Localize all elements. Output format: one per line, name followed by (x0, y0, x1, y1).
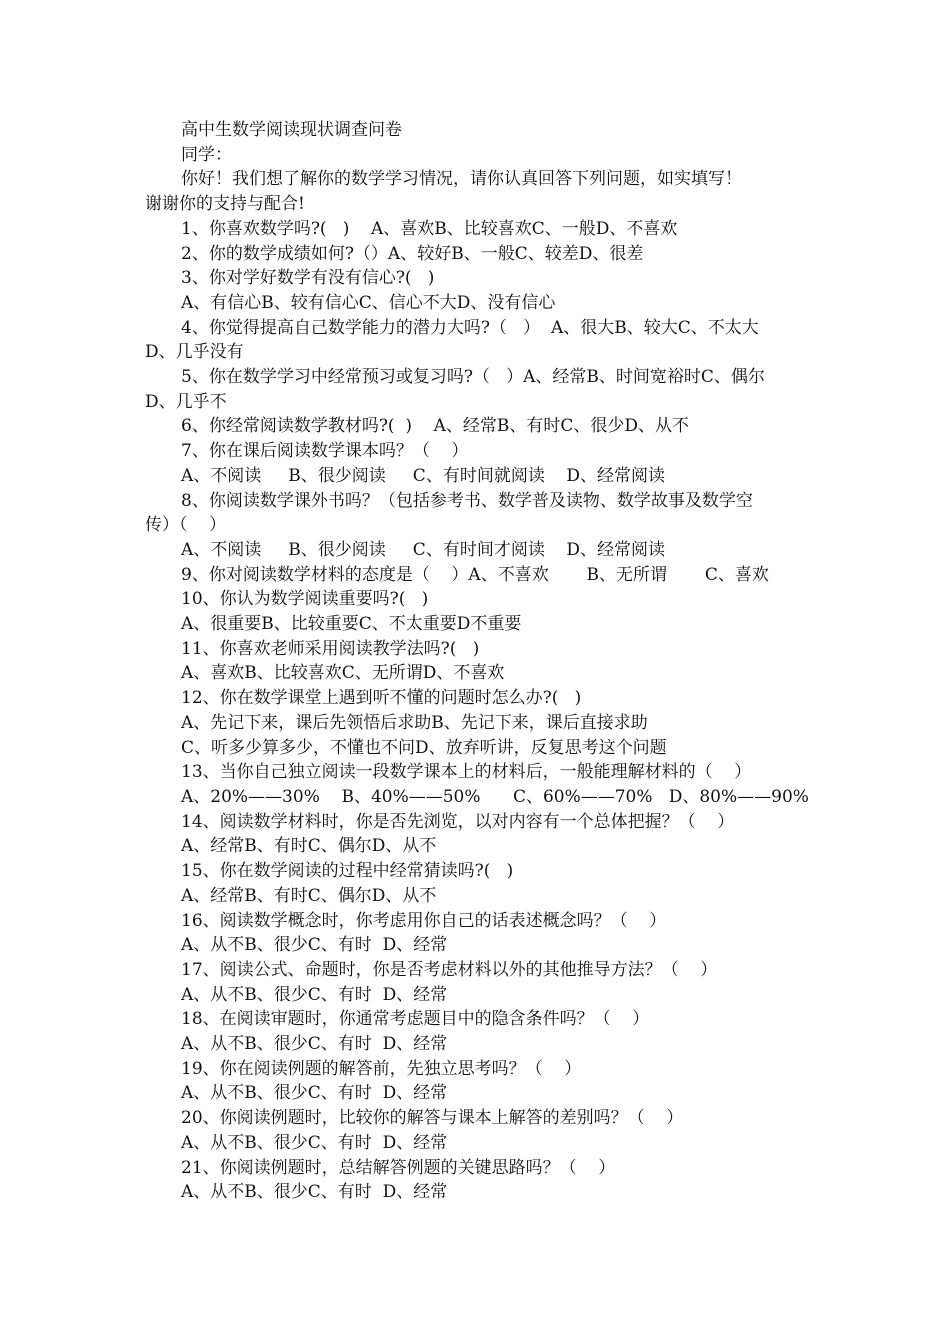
question-line: A、先记下来，课后先领悟后求助B、先记下来，课后直接求助 (181, 712, 648, 733)
intro-line: 谢谢你的支持与配合! (145, 194, 305, 215)
question-line: A、很重要B、比较重要C、不太重要D不重要 (181, 614, 522, 635)
question-line: 11、你喜欢老师采用阅读教学法吗?( ) (181, 638, 480, 659)
question-line: 6、你经常阅读数学教材吗?( ) A、经常B、有时C、很少D、从不 (181, 416, 690, 437)
question-line: A、从不B、很少C、有时 D、经常 (181, 1182, 448, 1203)
question-line: 16、阅读数学概念时，你考虑用你自己的话表述概念吗？（ ） (181, 910, 667, 931)
question-line: 3、你对学好数学有没有信心?( ) (181, 268, 435, 289)
question-line: A、经常B、有时C、偶尔D、从不 (181, 836, 437, 857)
question-line: A、从不B、很少C、有时 D、经常 (181, 1132, 448, 1153)
document-title: 高中生数学阅读现状调查问卷 (181, 120, 402, 140)
question-line: 21、你阅读例题时，总结解答例题的关键思路吗？（ ） (181, 1157, 616, 1178)
question-line: 19、你在阅读例题的解答前，先独立思考吗？（ ） (181, 1058, 582, 1079)
question-line: A、不阅读 B、很少阅读 C、有时间才阅读 D、经常阅读 (181, 539, 666, 560)
greeting: 同学： (181, 144, 232, 165)
question-line: 1、你喜欢数学吗?( ) A、喜欢B、比较喜欢C、一般D、不喜欢 (181, 218, 678, 239)
question-line: A、20%——30% B、40%——50% C、60%——70% D、80%——90% (181, 786, 809, 807)
question-line: 20、你阅读例题时，比较你的解答与课本上解答的差别吗？（ ） (181, 1108, 684, 1129)
question-line: 7、你在课后阅读数学课本吗？（ ） (181, 441, 469, 462)
question-line: 5、你在数学学习中经常预习或复习吗?（ ）A、经常B、时间宽裕时C、偶尔 (181, 367, 765, 388)
question-line: A、有信心B、较有信心C、信心不大D、没有信心 (181, 292, 556, 313)
question-line: 8、你阅读数学课外书吗？（包括参考书、数学普及读物、数学故事及数学空 (181, 490, 753, 511)
question-line: D、几乎没有 (145, 342, 244, 363)
question-line: 17、阅读公式、命题时，你是否考虑材料以外的其他推导方法？（ ） (181, 959, 718, 980)
question-line: 10、你认为数学阅读重要吗?( ) (181, 589, 429, 610)
question-line: A、从不B、很少C、有时 D、经常 (181, 1083, 448, 1104)
question-line: A、从不B、很少C、有时 D、经常 (181, 935, 448, 956)
question-line: 18、在阅读审题时，你通常考虑题目中的隐含条件吗？（ ） (181, 1009, 650, 1030)
question-line: 9、你对阅读数学材料的态度是（ ）A、不喜欢 B、无所谓 C、喜欢 (181, 564, 769, 585)
question-line: 12、你在数学课堂上遇到听不懂的问题时怎么办?( ) (181, 688, 582, 709)
question-line: D、几乎不 (145, 391, 227, 412)
question-line: 15、你在数学阅读的过程中经常猜读吗?( ) (181, 861, 514, 882)
question-line: 传）（ ） (145, 515, 227, 536)
question-line: 4、你觉得提高自己数学能力的潜力大吗?（ ） A、很大B、较大C、不太大 (181, 317, 759, 338)
question-line: 2、你的数学成绩如何?（）A、较好B、一般C、较差D、很差 (181, 243, 644, 264)
question-line: A、喜欢B、比较喜欢C、无所谓D、不喜欢 (181, 663, 505, 684)
question-line: A、从不B、很少C、有时 D、经常 (181, 984, 448, 1005)
question-list (145, 217, 810, 1205)
question-line: A、从不B、很少C、有时 D、经常 (181, 1034, 448, 1055)
question-line: 13、当你自己独立阅读一段数学课本上的材料后，一般能理解材料的（ ） (181, 762, 752, 783)
question-line: C、听多少算多少，不懂也不问D、放弃听讲，反复思考这个问题 (181, 737, 667, 758)
question-line: 14、阅读数学材料时，你是否先浏览，以对内容有一个总体把握？（ ） (181, 811, 735, 832)
question-line: A、不阅读 B、很少阅读 C、有时间就阅读 D、经常阅读 (181, 465, 666, 486)
question-line: A、经常B、有时C、偶尔D、从不 (181, 885, 437, 906)
document-page (145, 118, 810, 1205)
intro-line: 你好！我们想了解你的数学学习情况，请你认真回答下列问题，如实填写！ (181, 169, 742, 190)
